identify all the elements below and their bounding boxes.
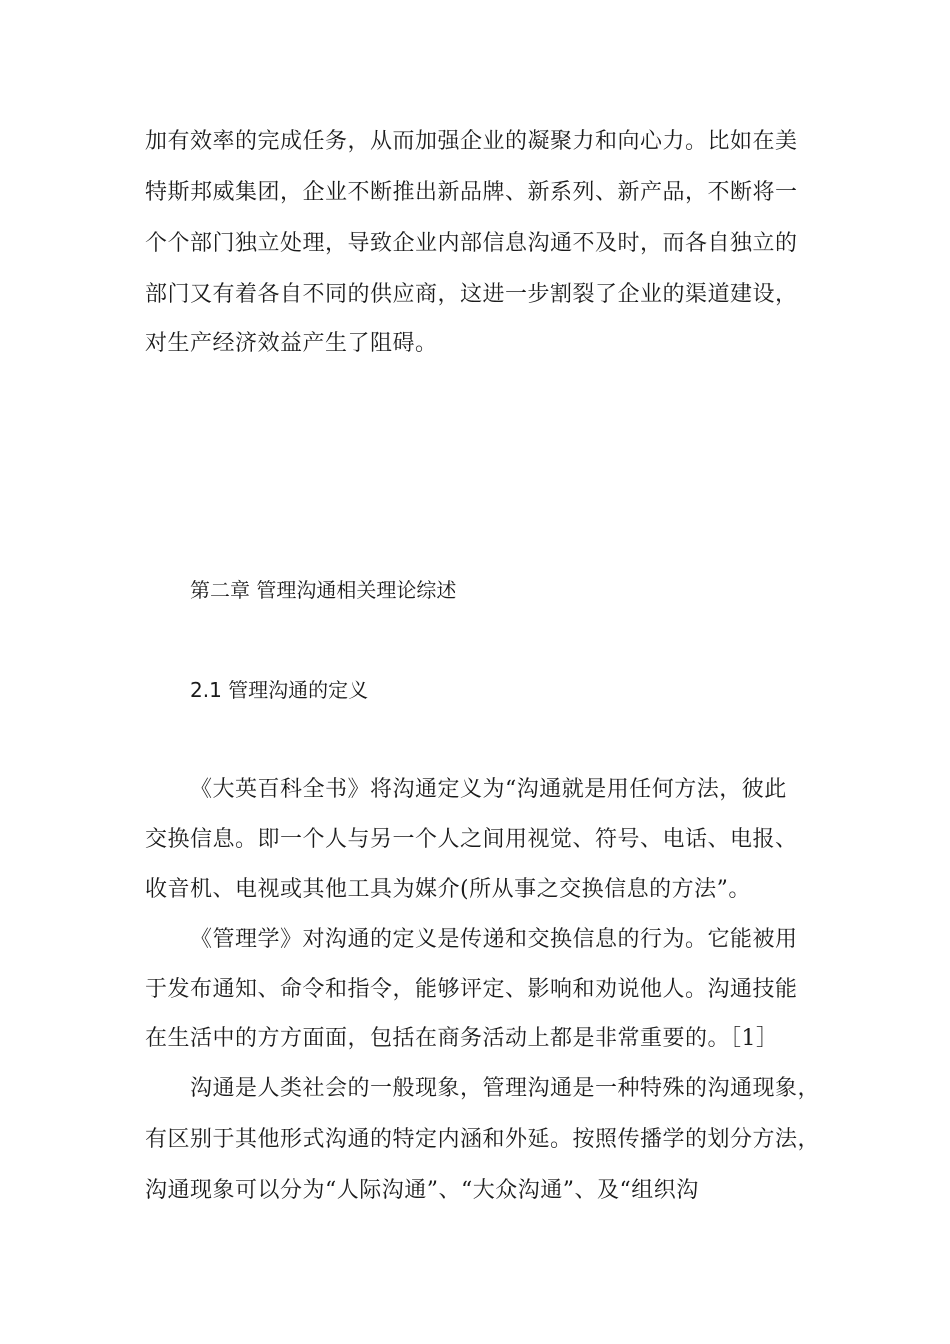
paragraph-4-line-3: 沟通现象可以分为“人际沟通”、“大众沟通”、及“组织沟 — [145, 1178, 699, 1203]
paragraph-1-line-4: 部门又有着各自不同的供应商，这进一步割裂了企业的渠道建设， — [145, 282, 798, 307]
paragraph-2-line-3: 收音机、电视或其他工具为媒介(所从事之交换信息的方法”。 — [145, 877, 751, 902]
paragraph-3-line-1: 《管理学》对沟通的定义是传递和交换信息的行为。它能被用 — [190, 927, 798, 952]
paragraph-2-line-2: 交换信息。即一个人与另一个人之间用视觉、符号、电话、电报、 — [145, 827, 798, 852]
paragraph-4-line-2: 有区别于其他形式沟通的特定内涵和外延。按照传播学的划分方法， — [145, 1127, 821, 1152]
paragraph-3-line-3: 在生活中的方方面面，包括在商务活动上都是非常重要的。［1］ — [145, 1026, 779, 1051]
paragraph-1-line-5: 对生产经济效益产生了阻碍。 — [145, 331, 438, 356]
paragraph-3-line-2: 于发布通知、命令和指令，能够评定、影响和劝说他人。沟通技能 — [145, 977, 798, 1002]
paragraph-2-line-1: 《大英百科全书》将沟通定义为“沟通就是用任何方法，彼此 — [190, 777, 787, 802]
section-heading: 2.1 管理沟通的定义 — [190, 678, 369, 702]
paragraph-4-line-1: 沟通是人类社会的一般现象，管理沟通是一种特殊的沟通现象， — [190, 1076, 821, 1101]
paragraph-1-line-1: 加有效率的完成任务，从而加强企业的凝聚力和向心力。比如在美 — [145, 129, 798, 154]
chapter-heading: 第二章 管理沟通相关理论综述 — [190, 578, 457, 602]
paragraph-1-line-2: 特斯邦威集团，企业不断推出新品牌、新系列、新产品，不断将一 — [145, 180, 798, 205]
paragraph-1-line-3: 个个部门独立处理，导致企业内部信息沟通不及时，而各自独立的 — [145, 231, 798, 256]
